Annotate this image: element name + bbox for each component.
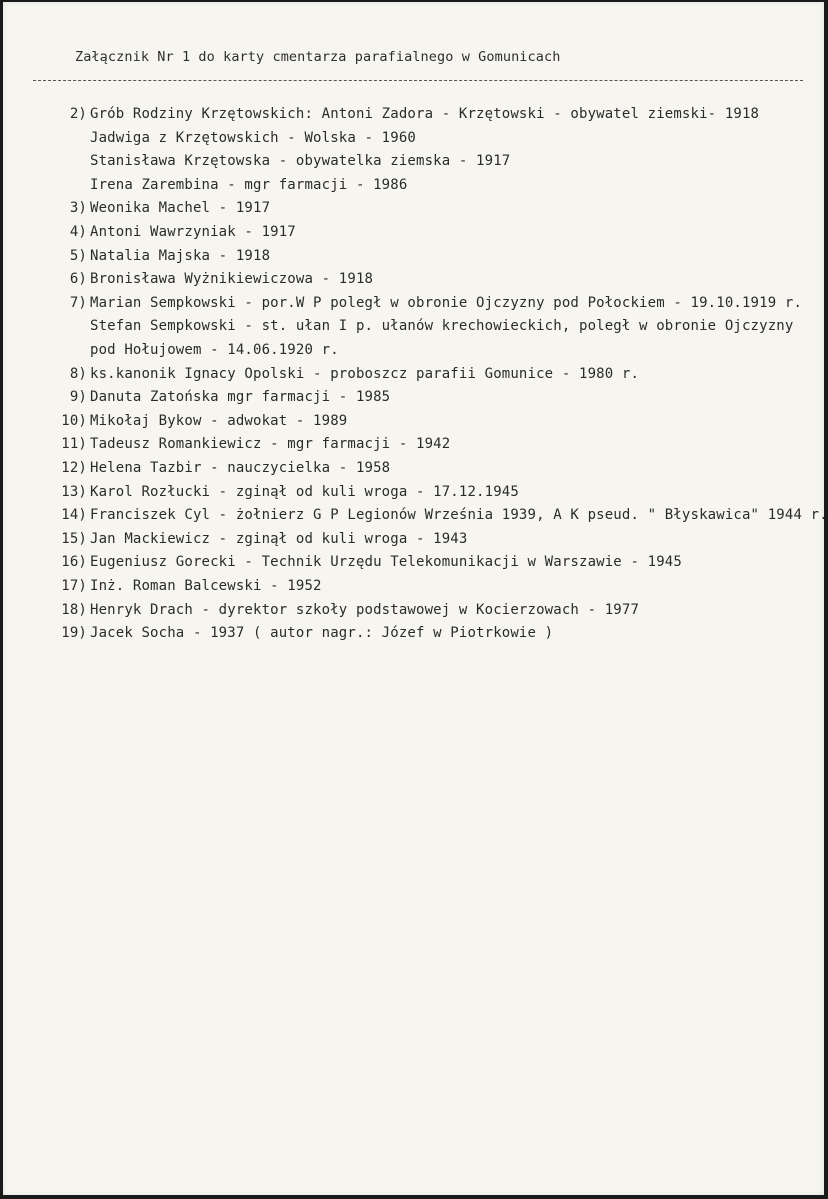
entry-text: Eugeniusz Gorecki - Technik Urzędu Telekomunikacji w Warszawie - 1945 [90,554,682,571]
entry-number: 11) [61,436,87,453]
entry-number: 5) [69,247,87,264]
entry-text: Bronisława Wyżnikiewiczowa - 1918 [90,271,374,288]
entry-number: 14) [61,507,87,524]
entry-text: Antoni Wawrzyniak - 1917 [90,224,296,240]
entry-continuation: Stefan Sempkowski - st. ułan I p. ułanów krechowieckich, poległ w obronie Ojczyzny [90,318,794,335]
entry-text: Tadeusz Romankiewicz - mgr farmacji - 1942 [90,436,451,453]
entry-continuation: Irena Zarembina - mgr farmacji - 1986 [90,176,408,193]
entry-continuation: pod Hołujowem - 14.06.1920 r. [90,342,339,358]
document-heading: Załącznik Nr 1 do karty cmentarza parafialnego w Gomunicach [75,49,561,65]
entry-number: 18) [61,601,87,618]
entry-continuation: Jadwiga z Krzętowskich - Wolska - 1960 [90,129,416,146]
entry-number: 3) [69,200,87,217]
entry-number: 9) [69,389,87,406]
entry-text: Franciszek Cyl - żołnierz G P Legionów Września 1939, A K pseud. " Błyskawica" 1944 r. [90,507,828,524]
entry-text: Danuta Zatońska mgr farmacji - 1985 [90,389,391,406]
entry-continuation: Stanisława Krzętowska - obywatelka ziemska - 1917 [90,153,511,170]
entry-text: Grób Rodziny Krzętowskich: Antoni Zadora - Krzętowski - obywatel ziemski- 1918 [90,106,760,122]
entry-number: 17) [61,578,87,594]
entry-number: 6) [69,271,87,288]
entry-text: Inż. Roman Balcewski - 1952 [90,578,322,594]
dashed-divider [33,80,803,81]
entry-number: 2) [69,106,87,122]
entry-number: 15) [61,530,87,547]
entry-text: Weonika Machel - 1917 [90,200,271,217]
entry-number: 16) [61,554,87,571]
entry-number: 12) [61,460,87,476]
entry-number: 10) [61,412,87,429]
entry-text: ks.kanonik Ignacy Opolski - proboszcz parafii Gomunice - 1980 r. [90,365,640,382]
entry-text: Jan Mackiewicz - zginął od kuli wroga - 1943 [90,530,468,547]
entry-text: Jacek Socha - 1937 ( autor nagr.: Józef w Piotrkowie ) [90,625,554,642]
entry-text: Henryk Drach - dyrektor szkoły podstawowej w Kocierzowach - 1977 [90,601,640,618]
entry-number: 13) [61,483,87,500]
entry-text: Karol Rozłucki - zginął od kuli wroga - 17.12.1945 [90,483,519,500]
entry-number: 19) [61,625,87,642]
entry-number: 8) [69,365,87,382]
entry-number: 4) [69,224,87,240]
entry-number: 7) [69,294,87,311]
entry-text: Mikołaj Bykow - adwokat - 1989 [90,412,348,429]
document-page [3,2,828,1195]
entry-text: Natalia Majska - 1918 [90,247,271,264]
entry-text: Helena Tazbir - nauczycielka - 1958 [90,460,391,476]
entry-text: Marian Sempkowski - por.W P poległ w obronie Ojczyzny pod Połockiem - 19.10.1919 r. [90,294,803,311]
